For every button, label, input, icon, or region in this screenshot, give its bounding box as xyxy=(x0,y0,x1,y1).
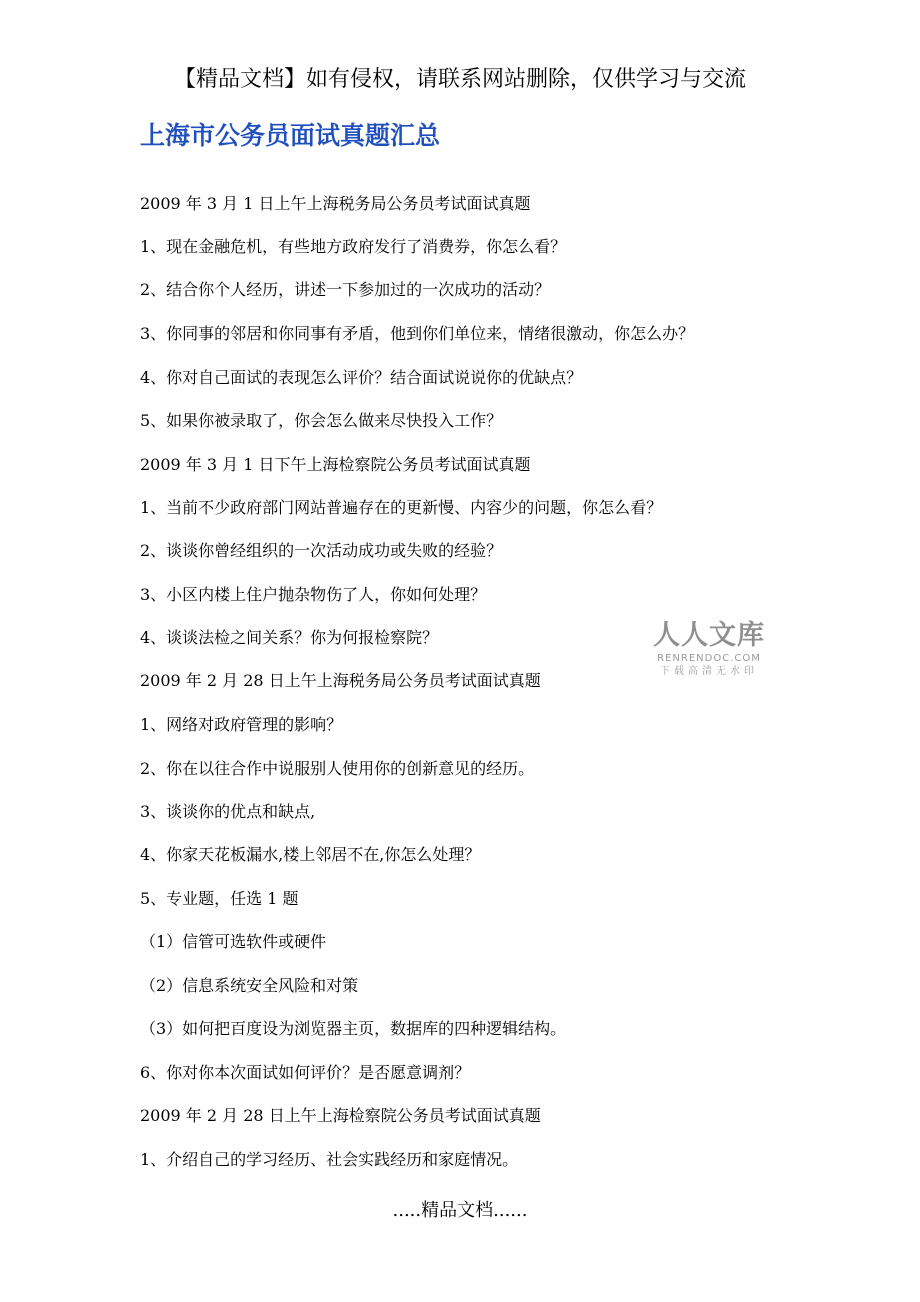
section-heading: 2009 年 2 月 28 日上午上海税务局公务员考试面试真题 xyxy=(140,671,541,690)
question-item: 3、小区内楼上住户抛杂物伤了人，你如何处理？ xyxy=(140,585,487,604)
question-item: 6、你对你本次面试如何评价？是否愿意调剂？ xyxy=(140,1063,471,1082)
question-item: 1、网络对政府管理的影响？ xyxy=(140,715,343,734)
sub-option-item: （3）如何把百度设为浏览器主页，数据库的四种逻辑结构。 xyxy=(140,1019,567,1038)
question-item: 4、谈谈法检之间关系？你为何报检察院？ xyxy=(140,628,439,647)
question-item: 4、你对自己面试的表现怎么评价？结合面试说说你的优缺点？ xyxy=(140,368,583,387)
header-banner: 【精品文档】如有侵权，请联系网站删除，仅供学习与交流 xyxy=(173,67,746,92)
document-title: 上海市公务员面试真题汇总 xyxy=(140,121,441,150)
page-footer: .....精品文档...... xyxy=(392,1200,528,1221)
watermark-brand: 人人文库 xyxy=(653,620,765,651)
watermark-domain: RENRENDOC.COM xyxy=(657,653,761,664)
question-item: 1、当前不少政府部门网站普遍存在的更新慢、内容少的问题，你怎么看？ xyxy=(140,498,663,517)
sub-option-item: （1）信管可选软件或硬件 xyxy=(140,932,327,951)
question-item: 4、你家天花板漏水,楼上邻居不在,你怎么处理？ xyxy=(140,845,481,864)
question-item: 2、你在以往合作中说服别人使用你的创新意见的经历。 xyxy=(140,759,535,778)
question-item: 5、专业题，任选 1 题 xyxy=(140,889,299,908)
question-item: 2、结合你个人经历，讲述一下参加过的一次成功的活动？ xyxy=(140,280,551,299)
section-heading: 2009 年 2 月 28 日上午上海检察院公务员考试面试真题 xyxy=(140,1106,541,1125)
question-item: 1、现在金融危机，有些地方政府发行了消费券，你怎么看？ xyxy=(140,237,567,256)
question-item: 3、谈谈你的优点和缺点, xyxy=(140,802,316,821)
section-heading: 2009 年 3 月 1 日下午上海检察院公务员考试面试真题 xyxy=(140,455,531,474)
watermark-tagline: 下载高清无水印 xyxy=(660,666,758,677)
question-item: 1、介绍自己的学习经历、社会实践经历和家庭情况。 xyxy=(140,1150,519,1169)
question-item: 3、你同事的邻居和你同事有矛盾，他到你们单位来，情绪很激动，你怎么办？ xyxy=(140,324,695,343)
question-item: 2、谈谈你曾经组织的一次活动成功或失败的经验？ xyxy=(140,541,503,560)
watermark-logo xyxy=(646,620,772,679)
sub-option-item: （2）信息系统安全风险和对策 xyxy=(140,976,359,995)
section-heading: 2009 年 3 月 1 日上午上海税务局公务员考试面试真题 xyxy=(140,194,531,213)
question-item: 5、如果你被录取了，你会怎么做来尽快投入工作？ xyxy=(140,411,503,430)
